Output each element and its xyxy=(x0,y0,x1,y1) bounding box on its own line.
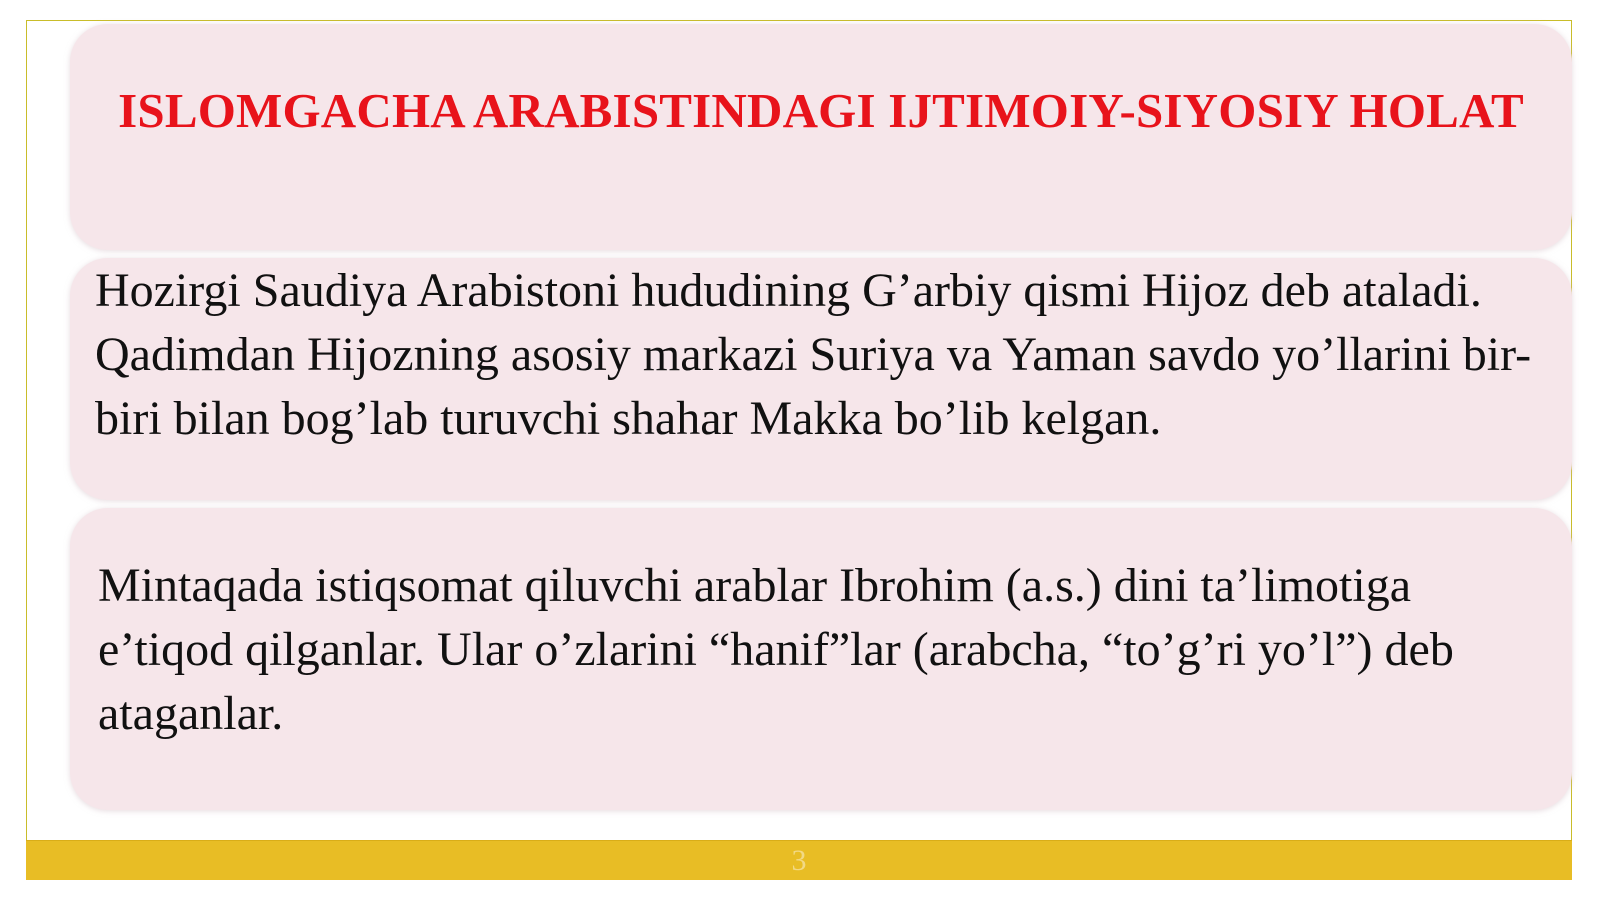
title-panel xyxy=(70,24,1572,250)
text-panel-2 xyxy=(70,508,1572,810)
page-number: 3 xyxy=(791,844,807,877)
text-panel-1 xyxy=(70,258,1572,500)
paragraph-hijoz: Hozirgi Saudiya Arabistoni hududining G’arbiy qismi Hijoz deb ataladi. Qadimdan Hijozning asosiy markazi Suriya va Yaman savdo yo’llarini bir-biri bilan bog’lab turuvchi shahar Makka bo’lib kelgan. xyxy=(95,264,1532,445)
paragraph-hanif: Mintaqada istiqsomat qiluvchi arablar Ibrohim (a.s.) dini ta’limotiga e’tiqod qilganlar. Ular o’zlarini “hanif”lar (arabcha, “to’g’ri yo’l”) deb ataganlar. xyxy=(98,559,1454,740)
slide-title: ISLOMGACHA ARABISTINDAGI IJTIMOIY-SIYOSIY HOLAT xyxy=(118,83,1524,138)
footer-bar xyxy=(26,840,1572,880)
